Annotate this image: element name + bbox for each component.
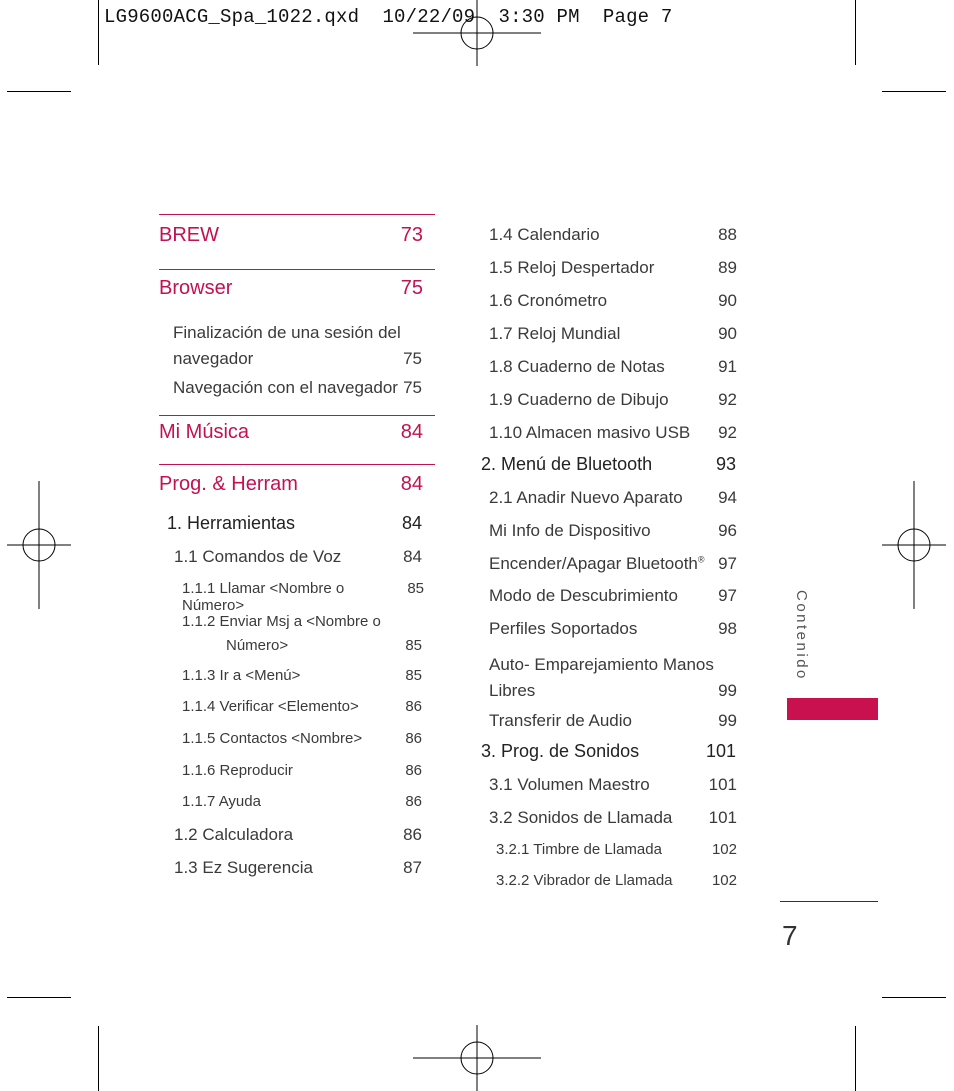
toc-entry-1-1-2[interactable]: [182, 610, 422, 658]
toc-entry-anadir-aparato[interactable]: [489, 488, 737, 508]
entry-label: 3.2 Sonidos de Llamada: [489, 808, 673, 827]
crop-mark: [882, 91, 946, 92]
entry-page: 90: [718, 324, 737, 343]
crop-mark: [7, 997, 71, 998]
entry-label: 2.1 Anadir Nuevo Aparato: [489, 488, 683, 507]
entry-page: 90: [718, 291, 737, 310]
entry-page: 75: [403, 378, 422, 397]
crop-mark: [7, 91, 71, 92]
entry-page: 85: [405, 667, 422, 684]
entry-label: 3.2.1 Timbre de Llamada: [496, 841, 662, 858]
entry-page: 89: [718, 258, 737, 277]
toc-entry-calculadora[interactable]: [174, 825, 422, 845]
entry-page: 97: [718, 586, 737, 605]
entry-page: 97: [718, 554, 737, 573]
entry-page: 99: [718, 681, 737, 700]
entry-label: 1.8 Cuaderno de Notas: [489, 357, 665, 376]
toc-entry-mi-info[interactable]: [489, 521, 737, 541]
entry-label: Mi Info de Dispositivo: [489, 521, 651, 540]
section-divider: [159, 464, 435, 465]
toc-entry-calendario[interactable]: [489, 225, 737, 245]
entry-label: 1.1.1 Llamar <Nombre o Número>: [182, 580, 345, 614]
entry-line: navegador: [173, 349, 254, 368]
entry-page: 86: [405, 730, 422, 747]
registered-mark: ®: [697, 554, 705, 565]
side-tab-marker: [787, 698, 878, 720]
toc-entry-transferir-audio[interactable]: [489, 711, 737, 731]
entry-label: 1.1.5 Contactos <Nombre>: [182, 730, 363, 747]
entry-page: 92: [718, 390, 737, 409]
page-number: 7: [782, 920, 798, 951]
toc-section-prog-herram[interactable]: [159, 473, 423, 496]
toc-entry-ez-sugerencia[interactable]: [174, 858, 422, 878]
entry-label-wrap: [489, 554, 705, 574]
toc-entry-1-1-7[interactable]: [182, 793, 422, 810]
section-title: Mi Música: [159, 421, 250, 443]
toc-entry-navegacion[interactable]: [173, 378, 422, 398]
toc-entry-sonidos[interactable]: [481, 741, 736, 762]
toc-entry-almacen-usb[interactable]: [489, 423, 737, 443]
section-title: Prog. & Herram: [159, 473, 298, 495]
entry-line: Auto- Emparejamiento Manos: [489, 655, 714, 674]
toc-entry-reloj-mundial[interactable]: [489, 324, 737, 344]
entry-line: Número>: [226, 637, 289, 654]
entry-label: 1.4 Calendario: [489, 225, 600, 244]
entry-page: 98: [718, 619, 737, 638]
entry-line: 1.1.2 Enviar Msj a <Nombre o: [182, 613, 381, 630]
toc-entry-timbre-llamada[interactable]: [496, 841, 737, 858]
entry-page: 87: [403, 858, 422, 877]
entry-label: 1.1.4 Verificar <Elemento>: [182, 698, 359, 715]
entry-label: 1. Herramientas: [167, 513, 296, 533]
toc-section-mi-musica[interactable]: [159, 421, 423, 444]
section-title: BREW: [159, 224, 219, 246]
entry-page: 91: [718, 357, 737, 376]
entry-page: 75: [403, 349, 422, 368]
section-page: 73: [400, 224, 423, 246]
registration-mark-left: [7, 481, 71, 609]
entry-page: 102: [711, 872, 737, 889]
entry-page: 94: [718, 488, 737, 507]
toc-section-brew[interactable]: [159, 224, 423, 247]
entry-page: 96: [718, 521, 737, 540]
toc-entry-1-1-4[interactable]: [182, 698, 422, 715]
toc-entry-perfiles[interactable]: [489, 619, 737, 639]
section-page: 84: [400, 421, 423, 443]
entry-label: 3. Prog. de Sonidos: [481, 741, 640, 761]
entry-label: 3.2.2 Vibrador de Llamada: [496, 872, 673, 889]
entry-line: Libres: [489, 681, 536, 700]
entry-page: 101: [708, 775, 737, 794]
toc-entry-1-1-5[interactable]: [182, 730, 422, 747]
entry-page: 85: [405, 637, 422, 654]
entry-page: 86: [405, 762, 422, 779]
entry-label: 1.1.7 Ayuda: [182, 793, 261, 810]
side-tab-text: Contenido: [793, 590, 810, 681]
entry-label: 1.1.6 Reproducir: [182, 762, 293, 779]
toc-entry-comandos[interactable]: [174, 547, 422, 567]
page-number-rule: [780, 901, 878, 902]
entry-label: 1.10 Almacen masivo USB: [489, 423, 691, 442]
toc-section-browser[interactable]: [159, 277, 423, 300]
toc-entry-modo-descubrimiento[interactable]: [489, 586, 737, 606]
entry-page: 86: [405, 698, 422, 715]
entry-page: 86: [403, 825, 422, 844]
crop-mark: [882, 997, 946, 998]
entry-label: 1.9 Cuaderno de Dibujo: [489, 390, 669, 409]
entry-label: 1.6 Cronómetro: [489, 291, 608, 310]
entry-label: 3.1 Volumen Maestro: [489, 775, 650, 794]
section-page: 75: [400, 277, 423, 299]
entry-line: Finalización de una sesión del: [173, 323, 401, 342]
toc-entry-1-1-1[interactable]: [182, 580, 424, 614]
toc-entry-vibrador-llamada[interactable]: [496, 872, 737, 889]
toc-entry-cuaderno-notas[interactable]: [489, 357, 737, 377]
toc-entry-1-1-3[interactable]: [182, 667, 422, 684]
entry-label: Transferir de Audio: [489, 711, 632, 730]
toc-entry-finalizacion[interactable]: [173, 320, 422, 372]
entry-label: Navegación con el navegador: [173, 378, 398, 397]
registration-mark-right: [882, 481, 946, 609]
section-page: 84: [400, 473, 423, 495]
entry-page: 101: [705, 741, 736, 761]
entry-page: 85: [407, 580, 424, 597]
entry-page: 86: [405, 793, 422, 810]
toc-entry-sonidos-llamada[interactable]: [489, 808, 737, 828]
entry-label: Encender/Apagar Bluetooth: [489, 554, 698, 573]
entry-label: 1.2 Calculadora: [174, 825, 294, 844]
section-divider: [159, 415, 435, 416]
entry-page: 84: [401, 513, 422, 533]
crop-mark: [855, 1026, 856, 1091]
crop-mark: [98, 1026, 99, 1091]
entry-page: 88: [718, 225, 737, 244]
registration-mark-bottom: [413, 1025, 541, 1091]
entry-label: 1.1.3 Ir a <Menú>: [182, 667, 301, 684]
toc-entry-cuaderno-dibujo[interactable]: [489, 390, 737, 410]
entry-label: 1.3 Ez Sugerencia: [174, 858, 313, 877]
toc-entry-cronometro[interactable]: [489, 291, 737, 311]
crop-mark: [855, 0, 856, 65]
entry-label: Modo de Descubrimiento: [489, 586, 678, 605]
toc-entry-reloj-despertador[interactable]: [489, 258, 737, 278]
section-divider: [159, 269, 435, 270]
entry-page: 99: [718, 711, 737, 730]
toc-entry-encender-bluetooth[interactable]: [489, 554, 737, 574]
entry-label: 1.5 Reloj Despertador: [489, 258, 655, 277]
section-title: Browser: [159, 277, 233, 299]
section-divider: [159, 214, 435, 215]
entry-page: 93: [715, 454, 736, 474]
side-tab-label: [790, 590, 814, 690]
entry-page: 84: [403, 547, 422, 566]
file-slug: LG9600ACG_Spa_1022.qxd 10/22/09 3:30 PM Page 7: [104, 6, 673, 28]
registration-mark-top: [413, 0, 541, 66]
entry-label: 1.7 Reloj Mundial: [489, 324, 621, 343]
toc-entry-bluetooth[interactable]: [481, 454, 736, 475]
crop-mark: [98, 0, 99, 65]
entry-label: 2. Menú de Bluetooth: [481, 454, 653, 474]
entry-page: 102: [711, 841, 737, 858]
toc-entry-1-1-6[interactable]: [182, 762, 422, 779]
entry-page: 92: [718, 423, 737, 442]
entry-label: 1.1 Comandos de Voz: [174, 547, 342, 566]
entry-label: Perfiles Soportados: [489, 619, 638, 638]
toc-entry-auto-emparejamiento[interactable]: [489, 652, 737, 704]
entry-page: 101: [708, 808, 737, 827]
toc-entry-herramientas[interactable]: [167, 513, 422, 534]
toc-entry-volumen-maestro[interactable]: [489, 775, 737, 795]
